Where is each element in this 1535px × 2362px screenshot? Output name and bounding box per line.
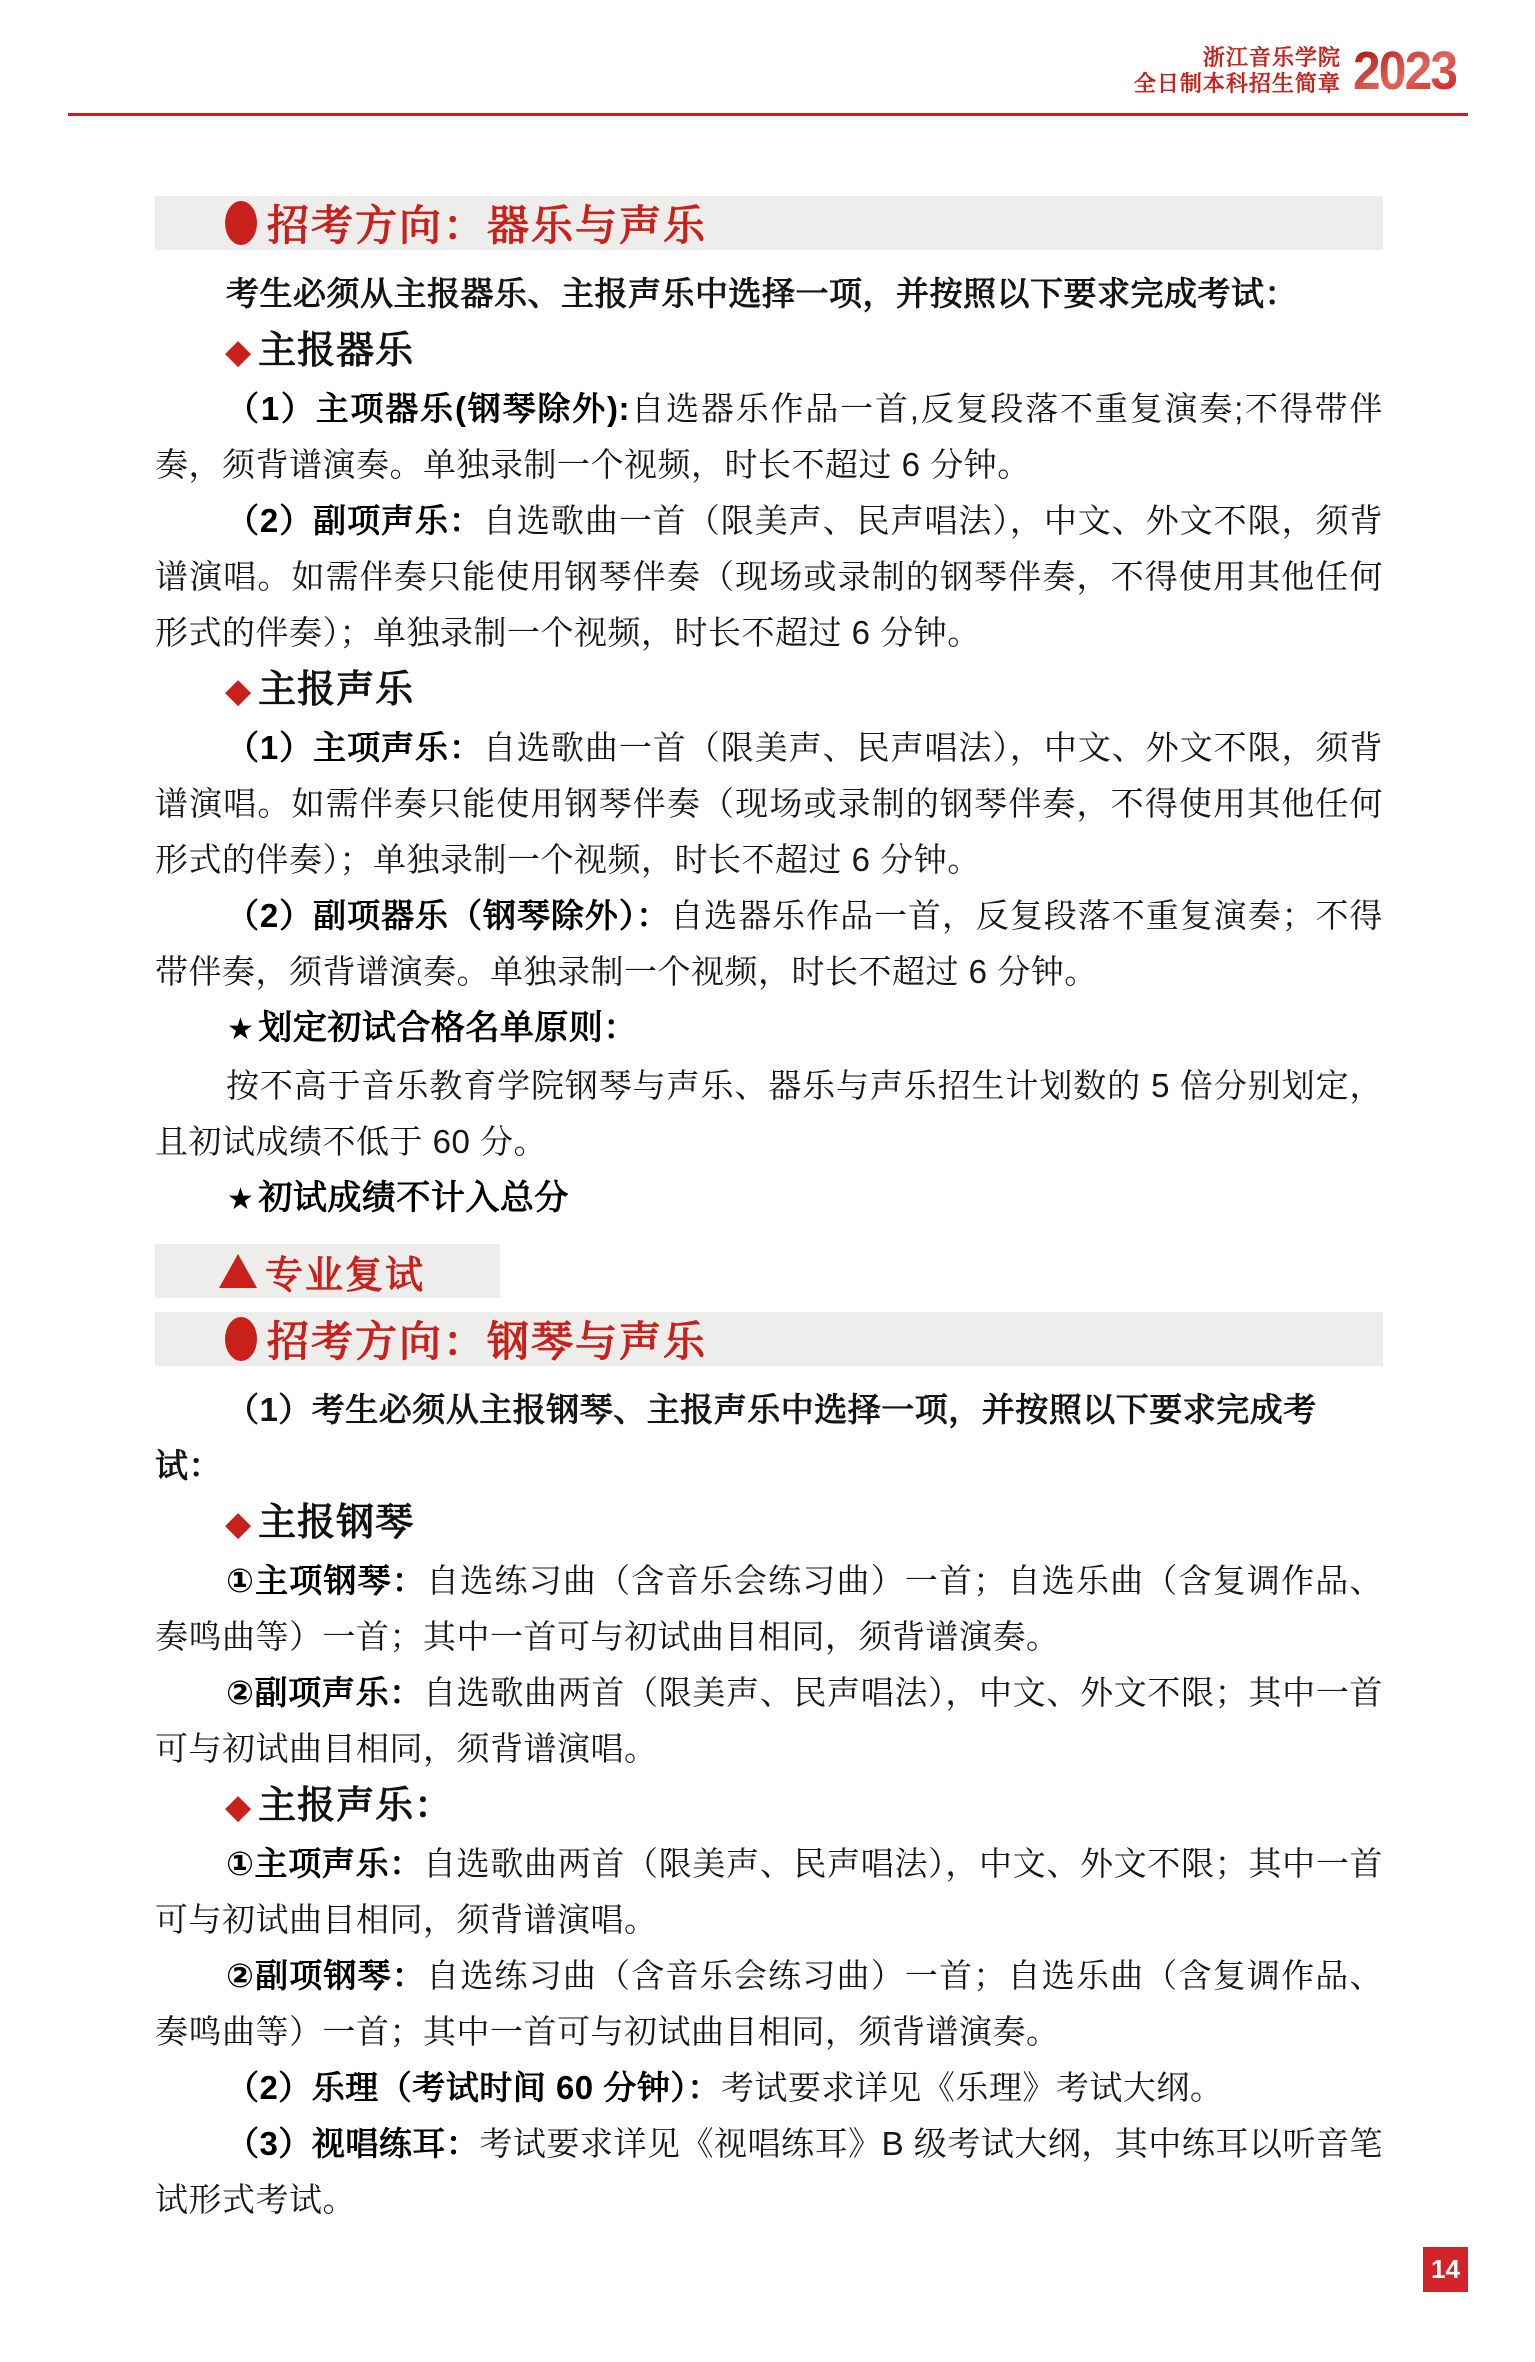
banner-title: 招考方向：器乐与声乐 <box>267 202 708 249</box>
item-text: 自选歌曲一首（限美声、民声唱法），中文、外文不限，须背谱演唱。如需伴奏只能使用钢琴伴奏（现场或录制的钢琴伴奏，不得使用其他任何形式的伴奏）；单独录制一个视频，时长不超过 6 分钟。 <box>155 502 1384 651</box>
para-main-instrument-item2 <box>155 493 1383 661</box>
subheading-label: 主报声乐： <box>258 1785 454 1827</box>
subheading-label: 主报钢琴 <box>258 1502 415 1544</box>
para-main-vocal-retest-item1 <box>155 1836 1383 1948</box>
item-text: 自选练习曲（含音乐会练习曲）一首；自选乐曲（含复调作品、奏鸣曲等）一首；其中一首可与初试曲目相同，须背谱演奏。 <box>155 1562 1384 1655</box>
subheading-label: 主报声乐 <box>258 669 415 711</box>
star-icon: ★ <box>227 1013 255 1046</box>
banner-direction-instrument-vocal <box>155 196 1383 250</box>
page-header <box>1134 40 1465 102</box>
para-sight-singing <box>155 2116 1383 2228</box>
header-org-block <box>1134 45 1341 97</box>
banner-stage-retest <box>155 1244 500 1298</box>
diamond-icon: ◆ <box>225 672 253 710</box>
item-label: （2）乐理（考试时间 60 分钟）： <box>225 2069 721 2106</box>
para-main-instrument-item1 <box>155 381 1383 493</box>
note-title: 划定初试合格名单原则： <box>258 1009 638 1047</box>
item-label: （1）主项器乐(钢琴除外): <box>225 390 630 427</box>
item-text: 自选歌曲一首（限美声、民声唱法），中文、外文不限，须背谱演唱。如需伴奏只能使用钢琴伴奏（现场或录制的钢琴伴奏，不得使用其他任何形式的伴奏）；单独录制一个视频，时长不超过 6 分钟。 <box>155 729 1384 878</box>
para-main-piano-item2 <box>155 1665 1383 1777</box>
subheading-main-instrument <box>225 322 1383 381</box>
star-icon: ★ <box>227 1183 255 1216</box>
diamond-icon: ◆ <box>225 1788 253 1826</box>
stage-banner-title: 专业复试 <box>265 1254 426 1297</box>
page-number-badge: 14 <box>1423 2247 1468 2292</box>
para-main-piano-item1 <box>155 1553 1383 1665</box>
item-label: ①主项声乐： <box>225 1845 423 1882</box>
item-label: （2）副项器乐（钢琴除外）： <box>225 897 671 934</box>
item-text: 考试要求详见《视唱练耳》B 级考试大纲，其中练耳以听音笔试形式考试。 <box>155 2125 1383 2218</box>
para-main-vocal-item1 <box>155 720 1383 888</box>
item-label: ②副项钢琴： <box>225 1957 427 1994</box>
item-label: ②副项声乐： <box>225 1674 423 1711</box>
intro-initial: 考生必须从主报器乐、主报声乐中选择一项，并按照以下要求完成考试： <box>225 275 1298 312</box>
item-text: 考试要求详见《乐理》考试大纲。 <box>720 2069 1224 2106</box>
banner-direction-piano-vocal <box>155 1312 1383 1366</box>
header-year: 2023 <box>1352 41 1457 101</box>
item-label: （2）副项声乐： <box>225 502 483 539</box>
circle-bullet-icon <box>225 1317 257 1361</box>
note-shortlist-rule-title <box>227 1000 1383 1058</box>
header-subtitle: 全日制本科招生简章 <box>1133 71 1341 96</box>
page-content <box>155 196 1383 2228</box>
item-label: （1）主项声乐： <box>225 729 483 766</box>
item-text: 自选练习曲（含音乐会练习曲）一首；自选乐曲（含复调作品、奏鸣曲等）一首；其中一首可与初试曲目相同，须背谱演奏。 <box>155 1957 1384 2050</box>
item-text: 自选器乐作品一首，反复段落不重复演奏；不得带伴奏，须背谱演奏。单独录制一个视频，时长不超过 6 分钟。 <box>155 897 1384 990</box>
note-score-not-counted <box>227 1170 1383 1228</box>
header-divider-line <box>68 113 1468 116</box>
note-shortlist-rule-body: 按不高于音乐教育学院钢琴与声乐、器乐与声乐招生计划数的 5 倍分别划定，且初试成绩不低于 60 分。 <box>155 1067 1383 1160</box>
para-music-theory <box>155 2060 1383 2116</box>
subheading-main-piano <box>225 1494 1383 1553</box>
diamond-icon: ◆ <box>225 333 253 371</box>
para-main-vocal-item2 <box>155 888 1383 1000</box>
para-main-vocal-retest-item2 <box>155 1948 1383 2060</box>
diamond-icon: ◆ <box>225 1505 253 1543</box>
intro-retest: （1）考生必须从主报钢琴、主报声乐中选择一项，并按照以下要求完成考试： <box>155 1391 1317 1484</box>
item-label: ①主项钢琴： <box>225 1562 427 1599</box>
header-org-name: 浙江音乐学院 <box>1202 45 1341 70</box>
item-label: （3）视唱练耳： <box>225 2125 480 2162</box>
banner-title: 招考方向：钢琴与声乐 <box>267 1318 708 1365</box>
item-text: 自选器乐作品一首,反复段落不重复演奏;不得带伴奏，须背谱演奏。单独录制一个视频，时长不超过 6 分钟。 <box>155 390 1383 483</box>
circle-bullet-icon <box>225 201 257 245</box>
subheading-main-vocal-retest <box>225 1777 1383 1836</box>
item-text: 自选歌曲两首（限美声、民声唱法），中文、外文不限；其中一首可与初试曲目相同，须背谱演唱。 <box>155 1845 1383 1938</box>
note-title: 初试成绩不计入总分 <box>258 1179 569 1217</box>
triangle-icon <box>219 1254 257 1288</box>
item-text: 自选歌曲两首（限美声、民声唱法），中文、外文不限；其中一首可与初试曲目相同，须背谱演唱。 <box>155 1674 1383 1767</box>
subheading-main-vocal <box>225 661 1383 720</box>
subheading-label: 主报器乐 <box>258 330 415 372</box>
